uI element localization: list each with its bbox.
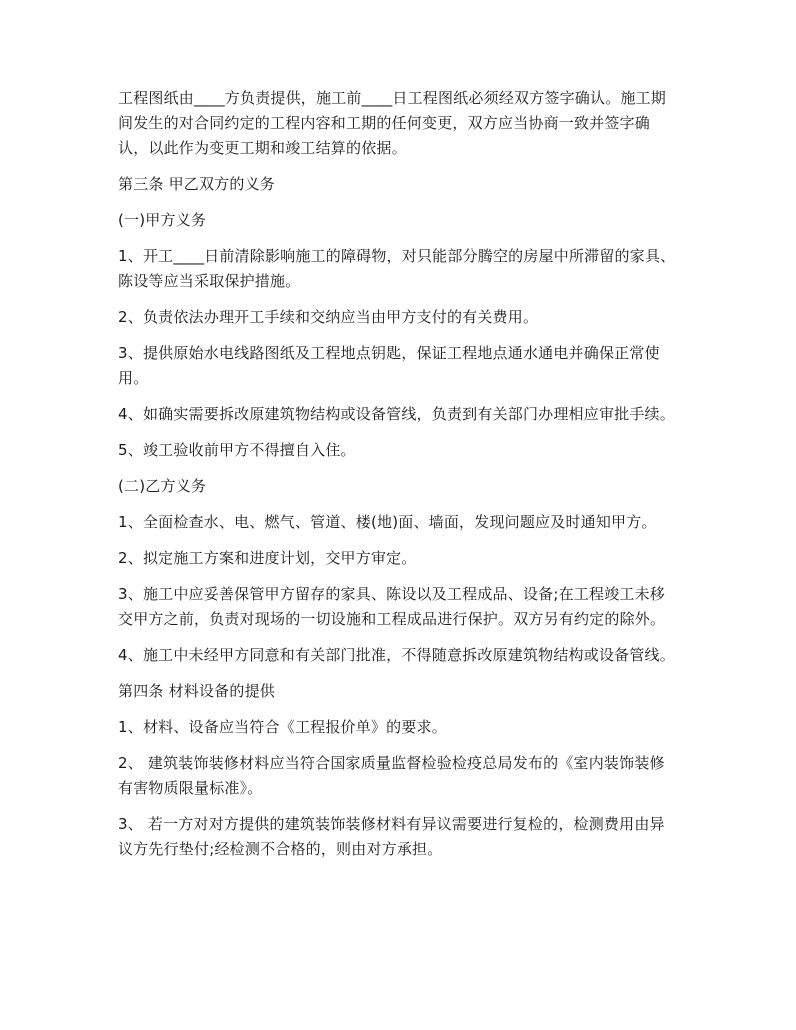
paragraph-b-item-3: 3、施工中应妥善保管甲方留存的家具、陈设以及工程成品、设备;在工程竣工未移交甲方之前，负责对现场的一切设施和工程成品进行保护。双方另有约定的除外。 (118, 585, 666, 628)
subheading-party-a-obligations: (一)甲方义务 (118, 211, 207, 229)
paragraph-materials-item-1: 1、材料、设备应当符合《工程报价单》的要求。 (118, 718, 447, 736)
heading-article-4: 第四条 材料设备的提供 (118, 682, 275, 700)
paragraph-materials-item-2: 2、 建筑装饰装修材料应当符合国家质量监督检验检疫总局发布的《室内装饰装修有害物质限量标准》。 (118, 754, 665, 797)
paragraph-drawings-confirmation: 工程图纸由____方负责提供，施工前____日工程图纸必须经双方签字确认。施工期间发生的对合同约定的工程内容和工期的任何变更，双方应当协商一致并签字确认，以此作为变更工期和竣工结算的依据。 (118, 89, 667, 157)
paragraph-a-item-5: 5、竣工验收前甲方不得擅自入住。 (118, 441, 356, 459)
paragraph-b-item-2: 2、拟定施工方案和进度计划，交甲方审定。 (118, 549, 417, 567)
document-page (118, 86, 678, 862)
paragraph-b-item-4: 4、施工中未经甲方同意和有关部门批准，不得随意拆改原建筑物结构或设备管线。 (118, 646, 675, 664)
paragraph-a-item-2: 2、负责依法办理开工手续和交纳应当由甲方支付的有关费用。 (118, 308, 539, 326)
paragraph-a-item-1: 1、开工____日前清除影响施工的障碍物，对只能部分腾空的房屋中所滞留的家具、陈设等应当采取保护措施。 (118, 247, 676, 290)
subheading-party-b-obligations: (二)乙方义务 (118, 477, 207, 495)
paragraph-a-item-3: 3、提供原始水电线路图纸及工程地点钥匙，保证工程地点通水通电并确保正常使用。 (118, 344, 660, 387)
paragraph-materials-item-3: 3、 若一方对对方提供的建筑装饰装修材料有异议需要进行复检的，检测费用由异议方先行垫付;经检测不合格的，则由对方承担。 (118, 815, 665, 858)
heading-article-3: 第三条 甲乙双方的义务 (118, 175, 275, 193)
paragraph-b-item-1: 1、全面检查水、电、燃气、管道、楼(地)面、墙面，发现问题应及时通知甲方。 (118, 513, 657, 531)
paragraph-a-item-4: 4、如确实需要拆改原建筑物结构或设备管线，负责到有关部门办理相应审批手续。 (118, 405, 675, 423)
